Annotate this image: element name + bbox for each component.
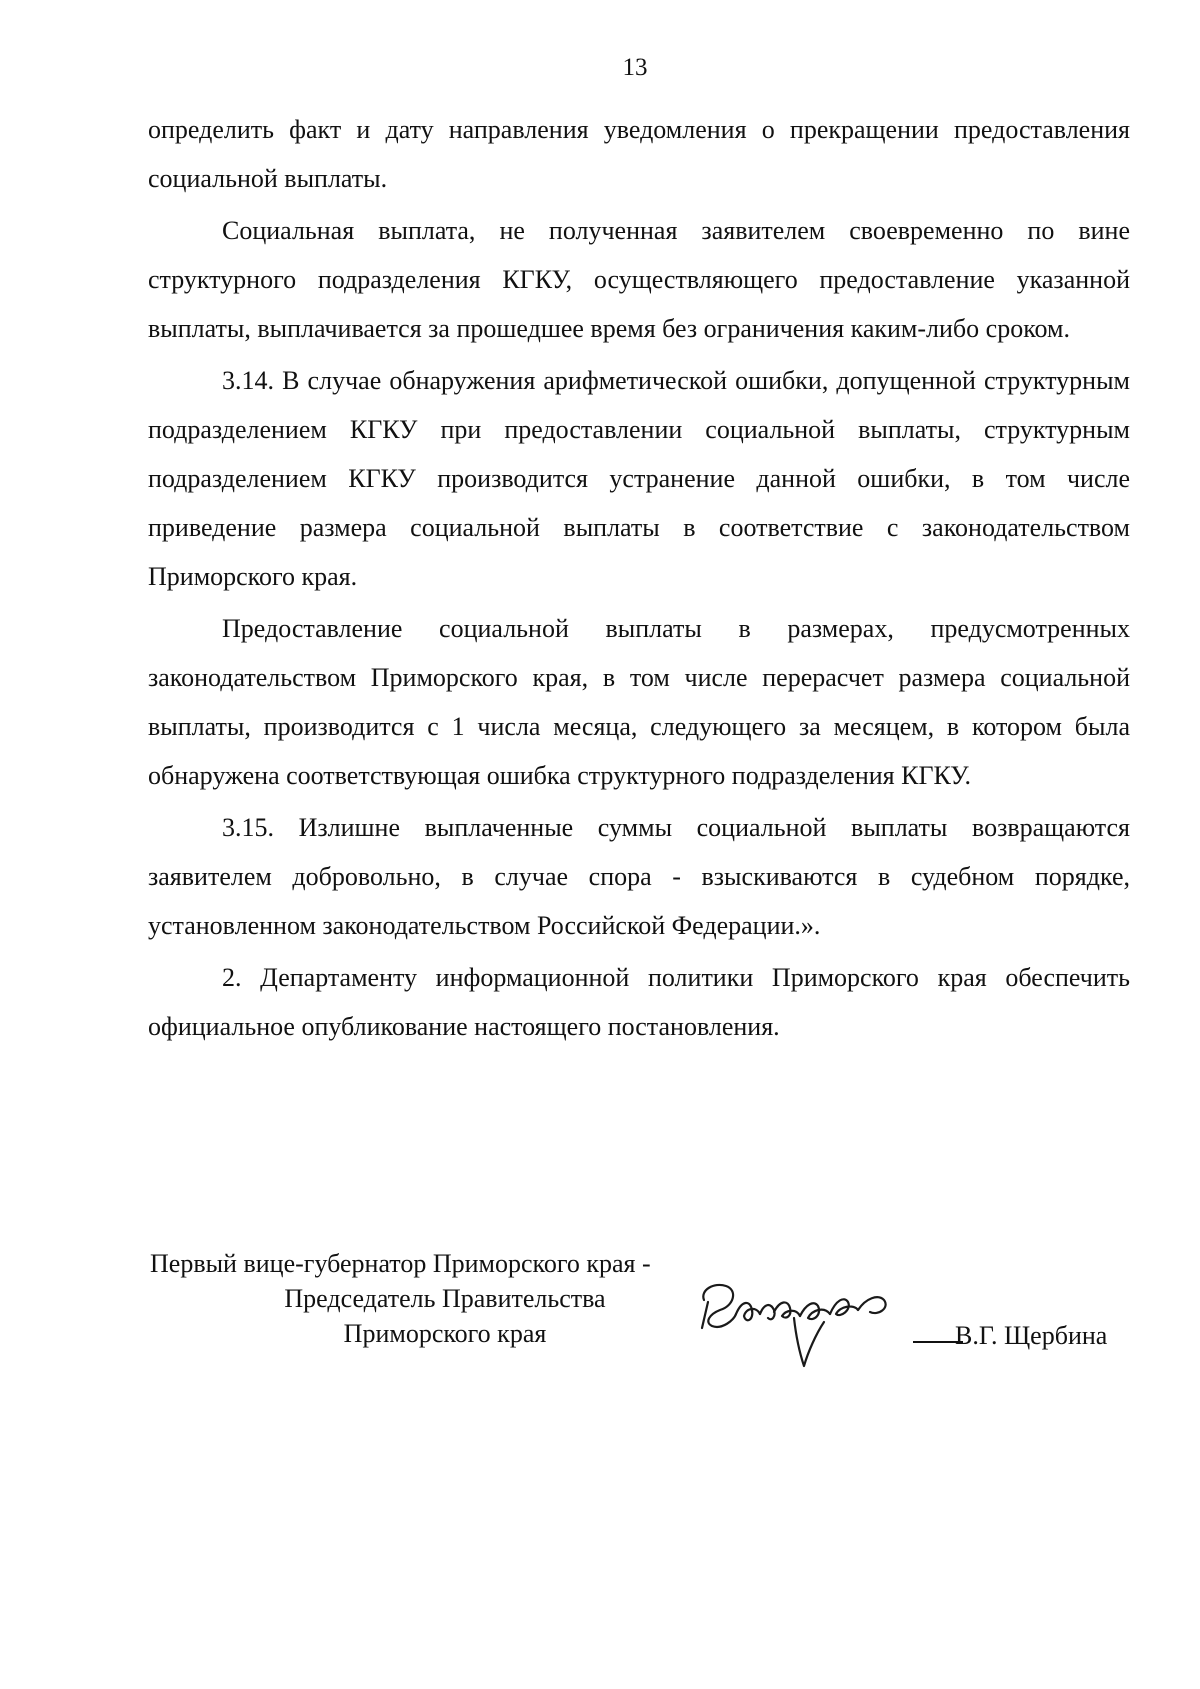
paragraph-1: определить факт и дату направления уведомления о прекращении предоставления социальной выплаты.	[148, 115, 1130, 193]
signatory-name: В.Г. Щербина	[955, 1321, 1108, 1350]
signatory-position-line-2: Председатель Правительства	[284, 1284, 606, 1313]
paragraph-6: 2. Департаменту информационной политики Приморского края обеспечить официальное опубликование настоящего постановления.	[148, 963, 1130, 1041]
paragraph-2: Социальная выплата, не полученная заявителем своевременно по вине структурного подразделения КГКУ, осуществляющего предоставление указанной выплаты, выплачивается за прошедшее время без ограничения каким-либо сроком.	[148, 216, 1130, 343]
handwritten-signature	[690, 1270, 930, 1380]
paragraph-4: Предоставление социальной выплаты в размерах, предусмотренных законодательством Приморского края, в том числе перерасчет размера социальной выплаты, производится с 1 числа месяца, следующего за месяцем, в котором была обнаружена соответствующая ошибка структурного подразделения КГКУ.	[148, 614, 1130, 790]
document-body	[148, 105, 1130, 1051]
signatory-position-line-1: Первый вице-губернатор Приморского края -	[150, 1249, 651, 1278]
page-number: 13	[622, 54, 648, 81]
paragraph-3: 3.14. В случае обнаружения арифметической ошибки, допущенной структурным подразделением КГКУ при предоставлении социальной выплаты, структурным подразделением КГКУ производится устранение данной ошибки, в том числе приведение размера социальной выплаты в соответствие с законодательством Приморского края.	[148, 366, 1130, 591]
signatory-position	[150, 1246, 740, 1351]
signatory-position-line-3: Приморского края	[343, 1319, 547, 1348]
paragraph-5: 3.15. Излишне выплаченные суммы социальной выплаты возвращаются заявителем добровольно, в случае спора - взыскиваются в судебном порядке, установленном законодательством Российской Федерации.».	[148, 813, 1130, 940]
